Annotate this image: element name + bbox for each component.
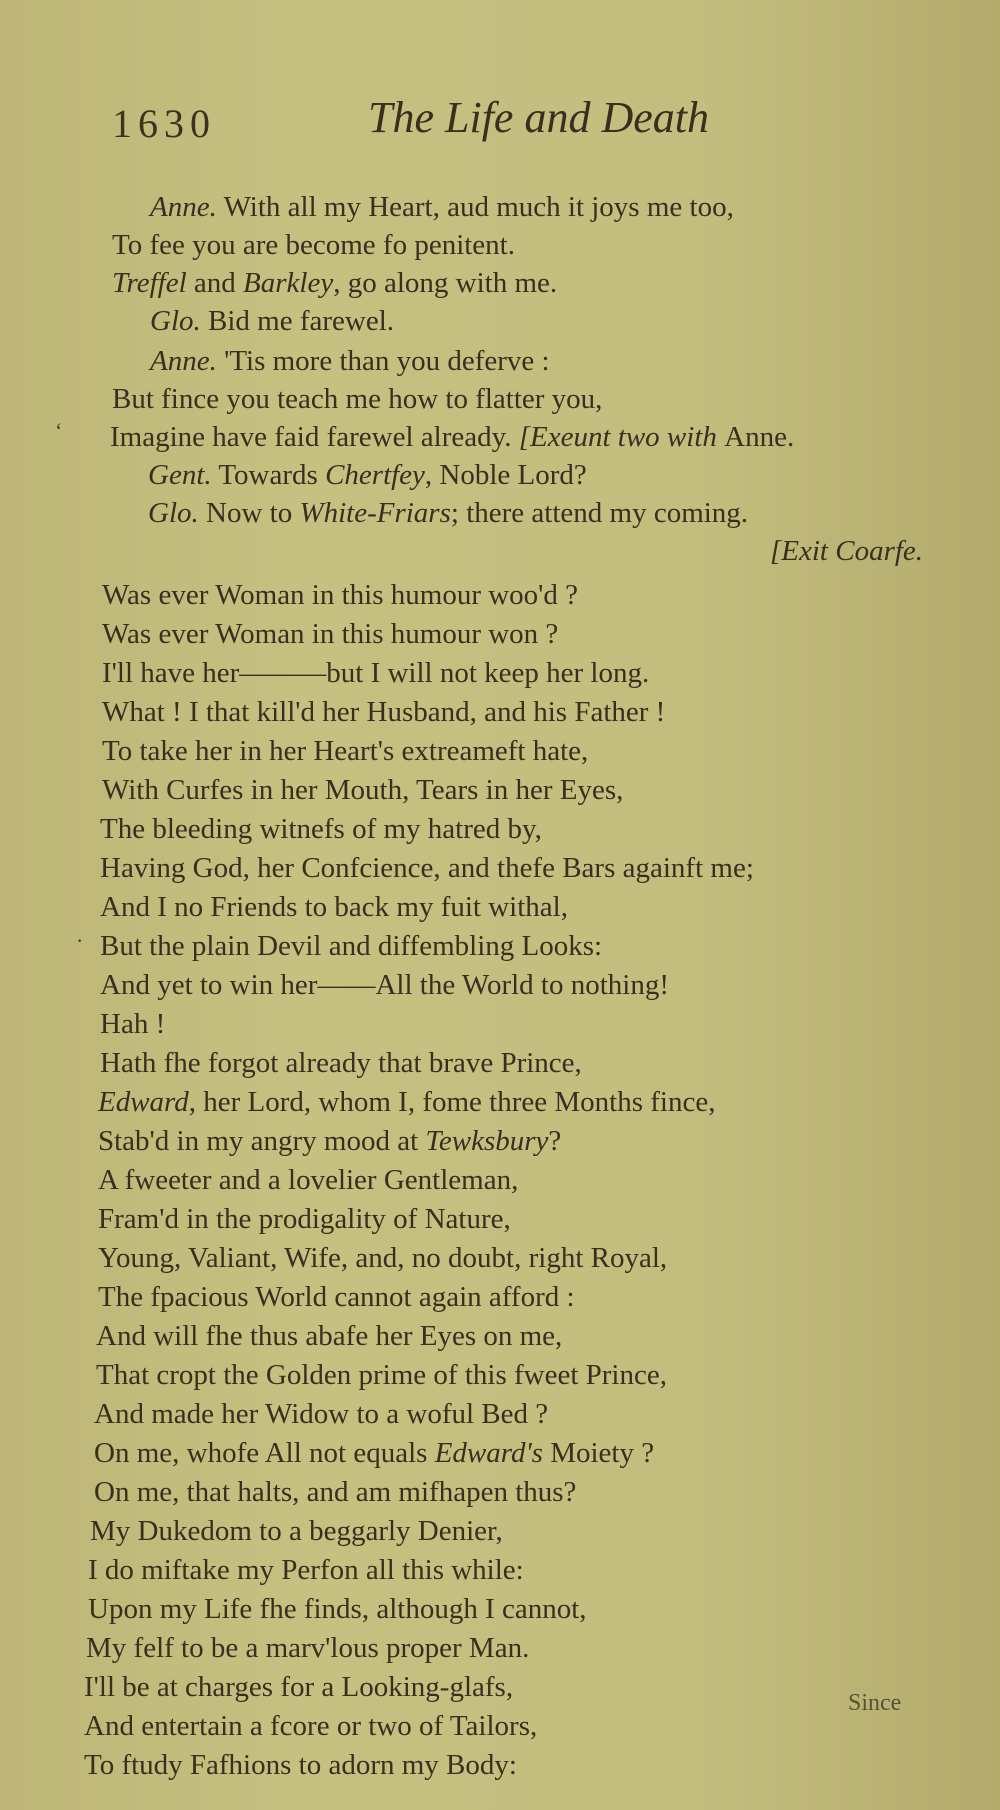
page-header xyxy=(112,92,912,152)
verse-line: Was ever Woman in this humour woo'd ? xyxy=(102,579,579,611)
speaker-name: Glo. xyxy=(148,497,199,529)
verse-line: Anne. With all my Heart, aud much it joys me too, xyxy=(150,191,734,223)
verse-line: Was ever Woman in this humour won ? xyxy=(102,618,559,650)
verse-line: Stab'd in my angry mood at Tewksbury? xyxy=(98,1125,562,1157)
margin-mark: ‘ xyxy=(55,418,63,443)
verse-line: And made her Widow to a woful Bed ? xyxy=(94,1398,549,1430)
verse-line: A fweeter and a lovelier Gentleman, xyxy=(98,1164,519,1196)
verse-line: Glo. Now to White-Friars; there attend my coming. xyxy=(148,497,749,529)
verse-line: Hath fhe forgot already that brave Prince, xyxy=(100,1047,582,1079)
verse-line: To take her in her Heart's extreameft hate, xyxy=(102,735,589,767)
verse-line: But the plain Devil and diffembling Looks: xyxy=(100,930,603,962)
verse-line: My felf to be a marv'lous proper Man. xyxy=(86,1632,530,1664)
running-title: The Life and Death xyxy=(368,93,709,142)
speaker-name: Anne. xyxy=(150,191,217,223)
verse-line: Anne. 'Tis more than you deferve : xyxy=(150,345,550,377)
verse-line: Having God, her Confcience, and thefe Bars againft me; xyxy=(100,852,754,884)
verse-line: Edward, her Lord, whom I, fome three Months fince, xyxy=(98,1086,716,1118)
page-number: 1630 xyxy=(112,101,216,146)
verse-line: Hah ! xyxy=(100,1008,166,1040)
speaker-name: Anne. xyxy=(150,345,217,377)
verse-line: To ftudy Fafhions to adorn my Body: xyxy=(84,1749,517,1781)
speaker-name: Gent. xyxy=(148,459,212,491)
verse-line: And yet to win her——All the World to nothing! xyxy=(100,969,670,1001)
verse-line: And I no Friends to back my fuit withal, xyxy=(100,891,568,923)
verse-line: The bleeding witnefs of my hatred by, xyxy=(100,813,542,845)
stage-direction: [Exit Coarfe. xyxy=(770,535,924,567)
verse-line: What ! I that kill'd her Husband, and his Father ! xyxy=(102,696,666,728)
verse-line: Treffel and Barkley, go along with me. xyxy=(112,267,558,299)
verse-line: Imagine have faid farewel already. [Exeunt two with Anne. xyxy=(110,421,795,453)
verse-line: Fram'd in the prodigality of Nature, xyxy=(98,1203,511,1235)
verse-line: I'll have her———but I will not keep her long. xyxy=(102,657,650,689)
verse-line: I do miftake my Perfon all this while: xyxy=(88,1554,524,1586)
verse-line: Upon my Life fhe finds, although I cannot, xyxy=(88,1593,587,1625)
speaker-name: Glo. xyxy=(150,305,201,337)
verse-line: That cropt the Golden prime of this fweet Prince, xyxy=(96,1359,667,1391)
verse-line: But fince you teach me how to flatter you, xyxy=(112,383,603,415)
catchword: Since xyxy=(848,1690,902,1716)
verse-line: Glo. Bid me farewel. xyxy=(150,305,395,337)
verse-line: And will fhe thus abafe her Eyes on me, xyxy=(96,1320,563,1352)
verse-line: And entertain a fcore or two of Tailors, xyxy=(84,1710,538,1742)
verse-line: On me, whofe All not equals Edward's Moiety ? xyxy=(94,1437,655,1469)
stage-direction: [Exeunt two with xyxy=(518,421,725,453)
verse-line: Gent. Towards Chertfey, Noble Lord? xyxy=(148,459,587,491)
verse-line: My Dukedom to a beggarly Denier, xyxy=(90,1515,503,1547)
margin-mark: · xyxy=(76,928,84,953)
verse-line: On me, that halts, and am mifhapen thus? xyxy=(94,1476,577,1508)
verse-line: I'll be at charges for a Looking-glafs, xyxy=(84,1671,514,1703)
verse-line: The fpacious World cannot again afford : xyxy=(98,1281,575,1313)
verse-line: With Curfes in her Mouth, Tears in her Eyes, xyxy=(102,774,624,806)
verse-line: To fee you are become fo penitent. xyxy=(112,229,515,261)
verse-line: Young, Valiant, Wife, and, no doubt, right Royal, xyxy=(98,1242,668,1274)
